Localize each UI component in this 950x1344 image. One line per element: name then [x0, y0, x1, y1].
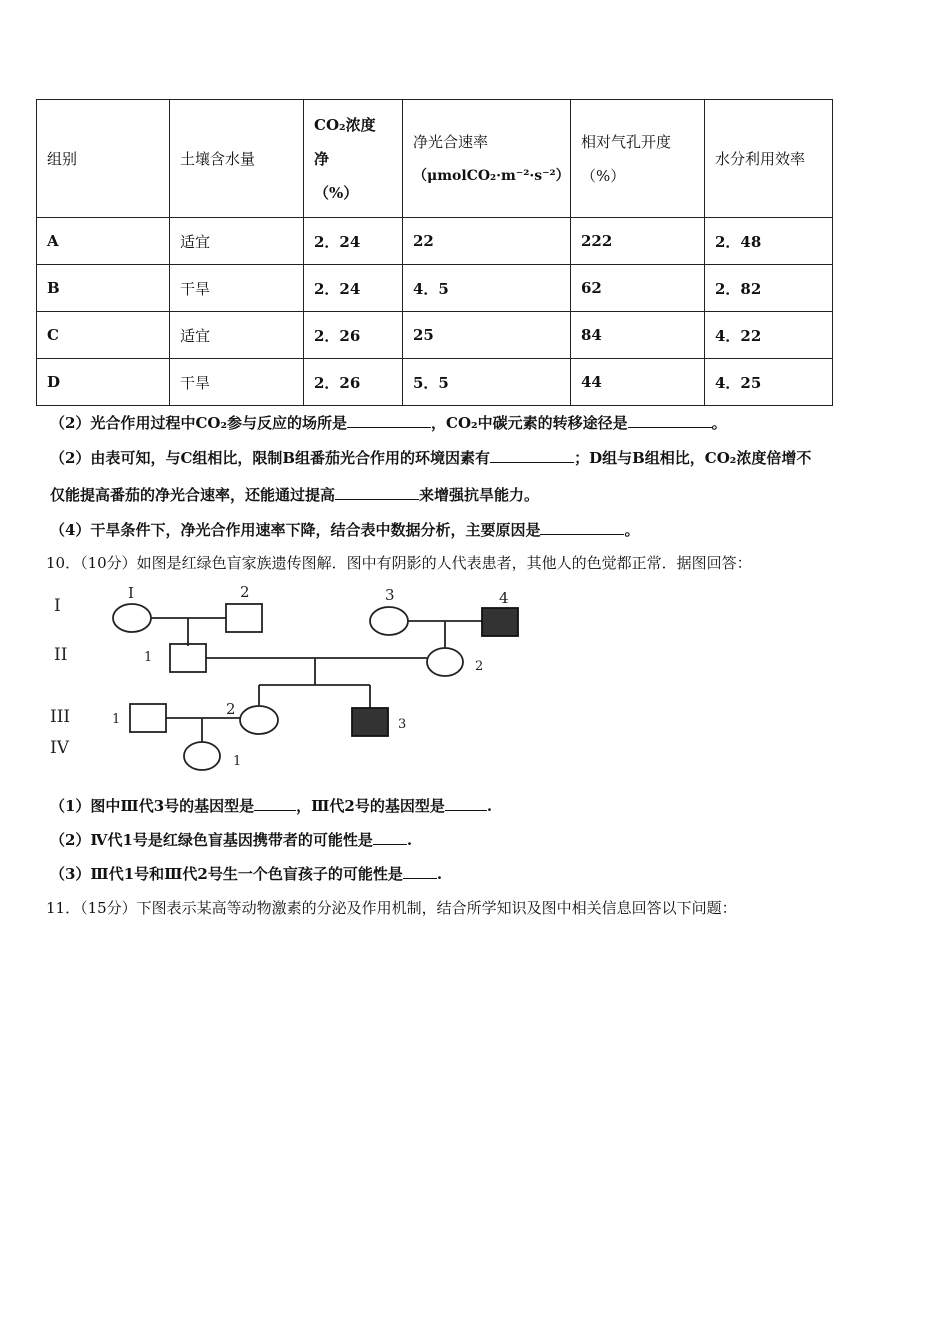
q9-p4-text1: （4）干旱条件下，净光合作用速率下降，结合表中数据分析，主要原因是 [50, 521, 541, 539]
table-header-row [37, 100, 833, 218]
cell-co2: 2．24 [304, 218, 403, 265]
pedigree-diagram [40, 578, 550, 778]
cell-soil: 适宜 [170, 218, 304, 265]
person-label: 2 [226, 700, 236, 718]
header-water: 水分利用效率 [705, 100, 833, 218]
header-co2-line1: CO₂浓度 [314, 115, 376, 134]
cell-rate: 22 [403, 218, 571, 265]
table-row [37, 218, 833, 265]
question-10-sub1 [50, 795, 492, 816]
cell-soil: 适宜 [170, 312, 304, 359]
question-9-part2b-line1 [50, 447, 811, 468]
generation-label: III [50, 707, 71, 727]
question-11-intro: 11．（15分）下图表示某高等动物激素的分泌及作用机制，结合所学知识及图中相关信息回答以下问题： [46, 899, 737, 917]
answer-blank[interactable] [490, 448, 574, 463]
question-10-sub3 [50, 863, 442, 884]
cell-group: A [37, 218, 170, 265]
cell-co2: 2．26 [304, 312, 403, 359]
q9-p2a-text2: ，CO₂中碳元素的转移途径是 [431, 414, 628, 432]
question-10-intro: 10．（10分）如图是红绿色盲家族遗传图解．图中有阴影的人代表患者，其他人的色觉都正常．据图回答： [46, 554, 752, 572]
person-label: 3 [398, 717, 407, 732]
header-rate-line2: （μmolCO₂·m⁻²·s⁻²） [413, 167, 570, 184]
header-soil: 土壤含水量 [170, 100, 304, 218]
answer-blank[interactable] [403, 864, 437, 879]
cell-rate: 5．5 [403, 359, 571, 406]
q9-p2b-text2: ；D组与B组相比，CO₂浓度倍增不 [574, 449, 812, 467]
generation-label: I [54, 596, 61, 616]
q10-s1-text2: ，Ⅲ代2号的基因型是 [296, 797, 445, 815]
iv1-female-symbol [184, 742, 220, 770]
q10-s2-text2: . [406, 831, 413, 849]
person-label: 2 [475, 659, 484, 674]
cell-water: 4．22 [705, 312, 833, 359]
iii2-female-symbol [240, 706, 278, 734]
question-9-part2a [50, 412, 727, 433]
header-co2-line3: （%） [314, 183, 359, 202]
answer-blank[interactable] [540, 520, 624, 535]
cell-co2: 2．26 [304, 359, 403, 406]
q9-p2a-text3: 。 [711, 414, 727, 432]
cell-water: 2．82 [705, 265, 833, 312]
q10-s2-text1: （2）Ⅳ代1号是红绿色盲基因携带者的可能性是 [50, 831, 373, 849]
cell-stomata: 62 [571, 265, 705, 312]
question-9-part2b-line2 [50, 484, 539, 505]
data-table [36, 99, 833, 406]
header-rate [403, 100, 571, 218]
q9-p2a-text1: （2）光合作用过程中CO₂参与反应的场所是 [50, 414, 348, 432]
generation-label: IV [50, 738, 69, 758]
table-row [37, 312, 833, 359]
ii1-male-symbol [170, 644, 206, 672]
generation-label: II [54, 645, 68, 665]
answer-blank[interactable] [373, 830, 407, 845]
cell-stomata: 44 [571, 359, 705, 406]
iii3-affected-male-symbol [352, 708, 388, 736]
cell-rate: 25 [403, 312, 571, 359]
header-stomata-line1: 相对气孔开度 [581, 132, 672, 151]
cell-stomata: 222 [571, 218, 705, 265]
q10-s3-text2: . [436, 865, 443, 883]
question-10-sub2 [50, 829, 412, 850]
i2-male-symbol [226, 604, 262, 632]
answer-blank[interactable] [628, 413, 712, 428]
cell-water: 2．48 [705, 218, 833, 265]
i1-female-symbol [113, 604, 151, 632]
person-label: 1 [112, 712, 121, 727]
cell-soil: 干旱 [170, 265, 304, 312]
cell-water: 4．25 [705, 359, 833, 406]
header-group: 组别 [37, 100, 170, 218]
answer-blank[interactable] [254, 796, 296, 811]
q10-s3-text1: （3）Ⅲ代1号和Ⅲ代2号生一个色盲孩子的可能性是 [50, 865, 403, 883]
person-label: 1 [233, 754, 242, 769]
answer-blank[interactable] [347, 413, 431, 428]
table-row [37, 359, 833, 406]
header-stomata [571, 100, 705, 218]
person-label: I [128, 584, 134, 602]
header-co2-line2: 净 [314, 149, 330, 168]
cell-stomata: 84 [571, 312, 705, 359]
cell-group: C [37, 312, 170, 359]
q9-p2b-text3: 仅能提高番茄的净光合速率，还能通过提高 [50, 486, 336, 504]
answer-blank[interactable] [335, 485, 419, 500]
i3-female-symbol [370, 607, 408, 635]
header-co2 [304, 100, 403, 218]
cell-soil: 干旱 [170, 359, 304, 406]
person-label: 1 [144, 650, 153, 665]
ii2-female-symbol [427, 648, 463, 676]
table-row [37, 265, 833, 312]
person-label: 3 [385, 586, 395, 604]
cell-rate: 4．5 [403, 265, 571, 312]
iii1-male-symbol [130, 704, 166, 732]
q9-p2b-text4: 来增强抗旱能力。 [419, 486, 540, 504]
q10-s1-text3: . [486, 797, 493, 815]
i4-affected-male-symbol [482, 608, 518, 636]
cell-group: D [37, 359, 170, 406]
header-stomata-line2: （%） [581, 166, 626, 185]
question-9-part4 [50, 519, 639, 540]
header-rate-line1: 净光合速率 [413, 132, 489, 151]
cell-co2: 2．24 [304, 265, 403, 312]
cell-group: B [37, 265, 170, 312]
answer-blank[interactable] [445, 796, 487, 811]
person-label: 4 [499, 589, 509, 607]
person-label: 2 [240, 583, 250, 601]
q9-p4-text2: 。 [624, 521, 640, 539]
q10-s1-text1: （1）图中Ⅲ代3号的基因型是 [50, 797, 255, 815]
q9-p2b-text1: （2）由表可知，与C组相比，限制B组番茄光合作用的环境因素有 [50, 449, 491, 467]
